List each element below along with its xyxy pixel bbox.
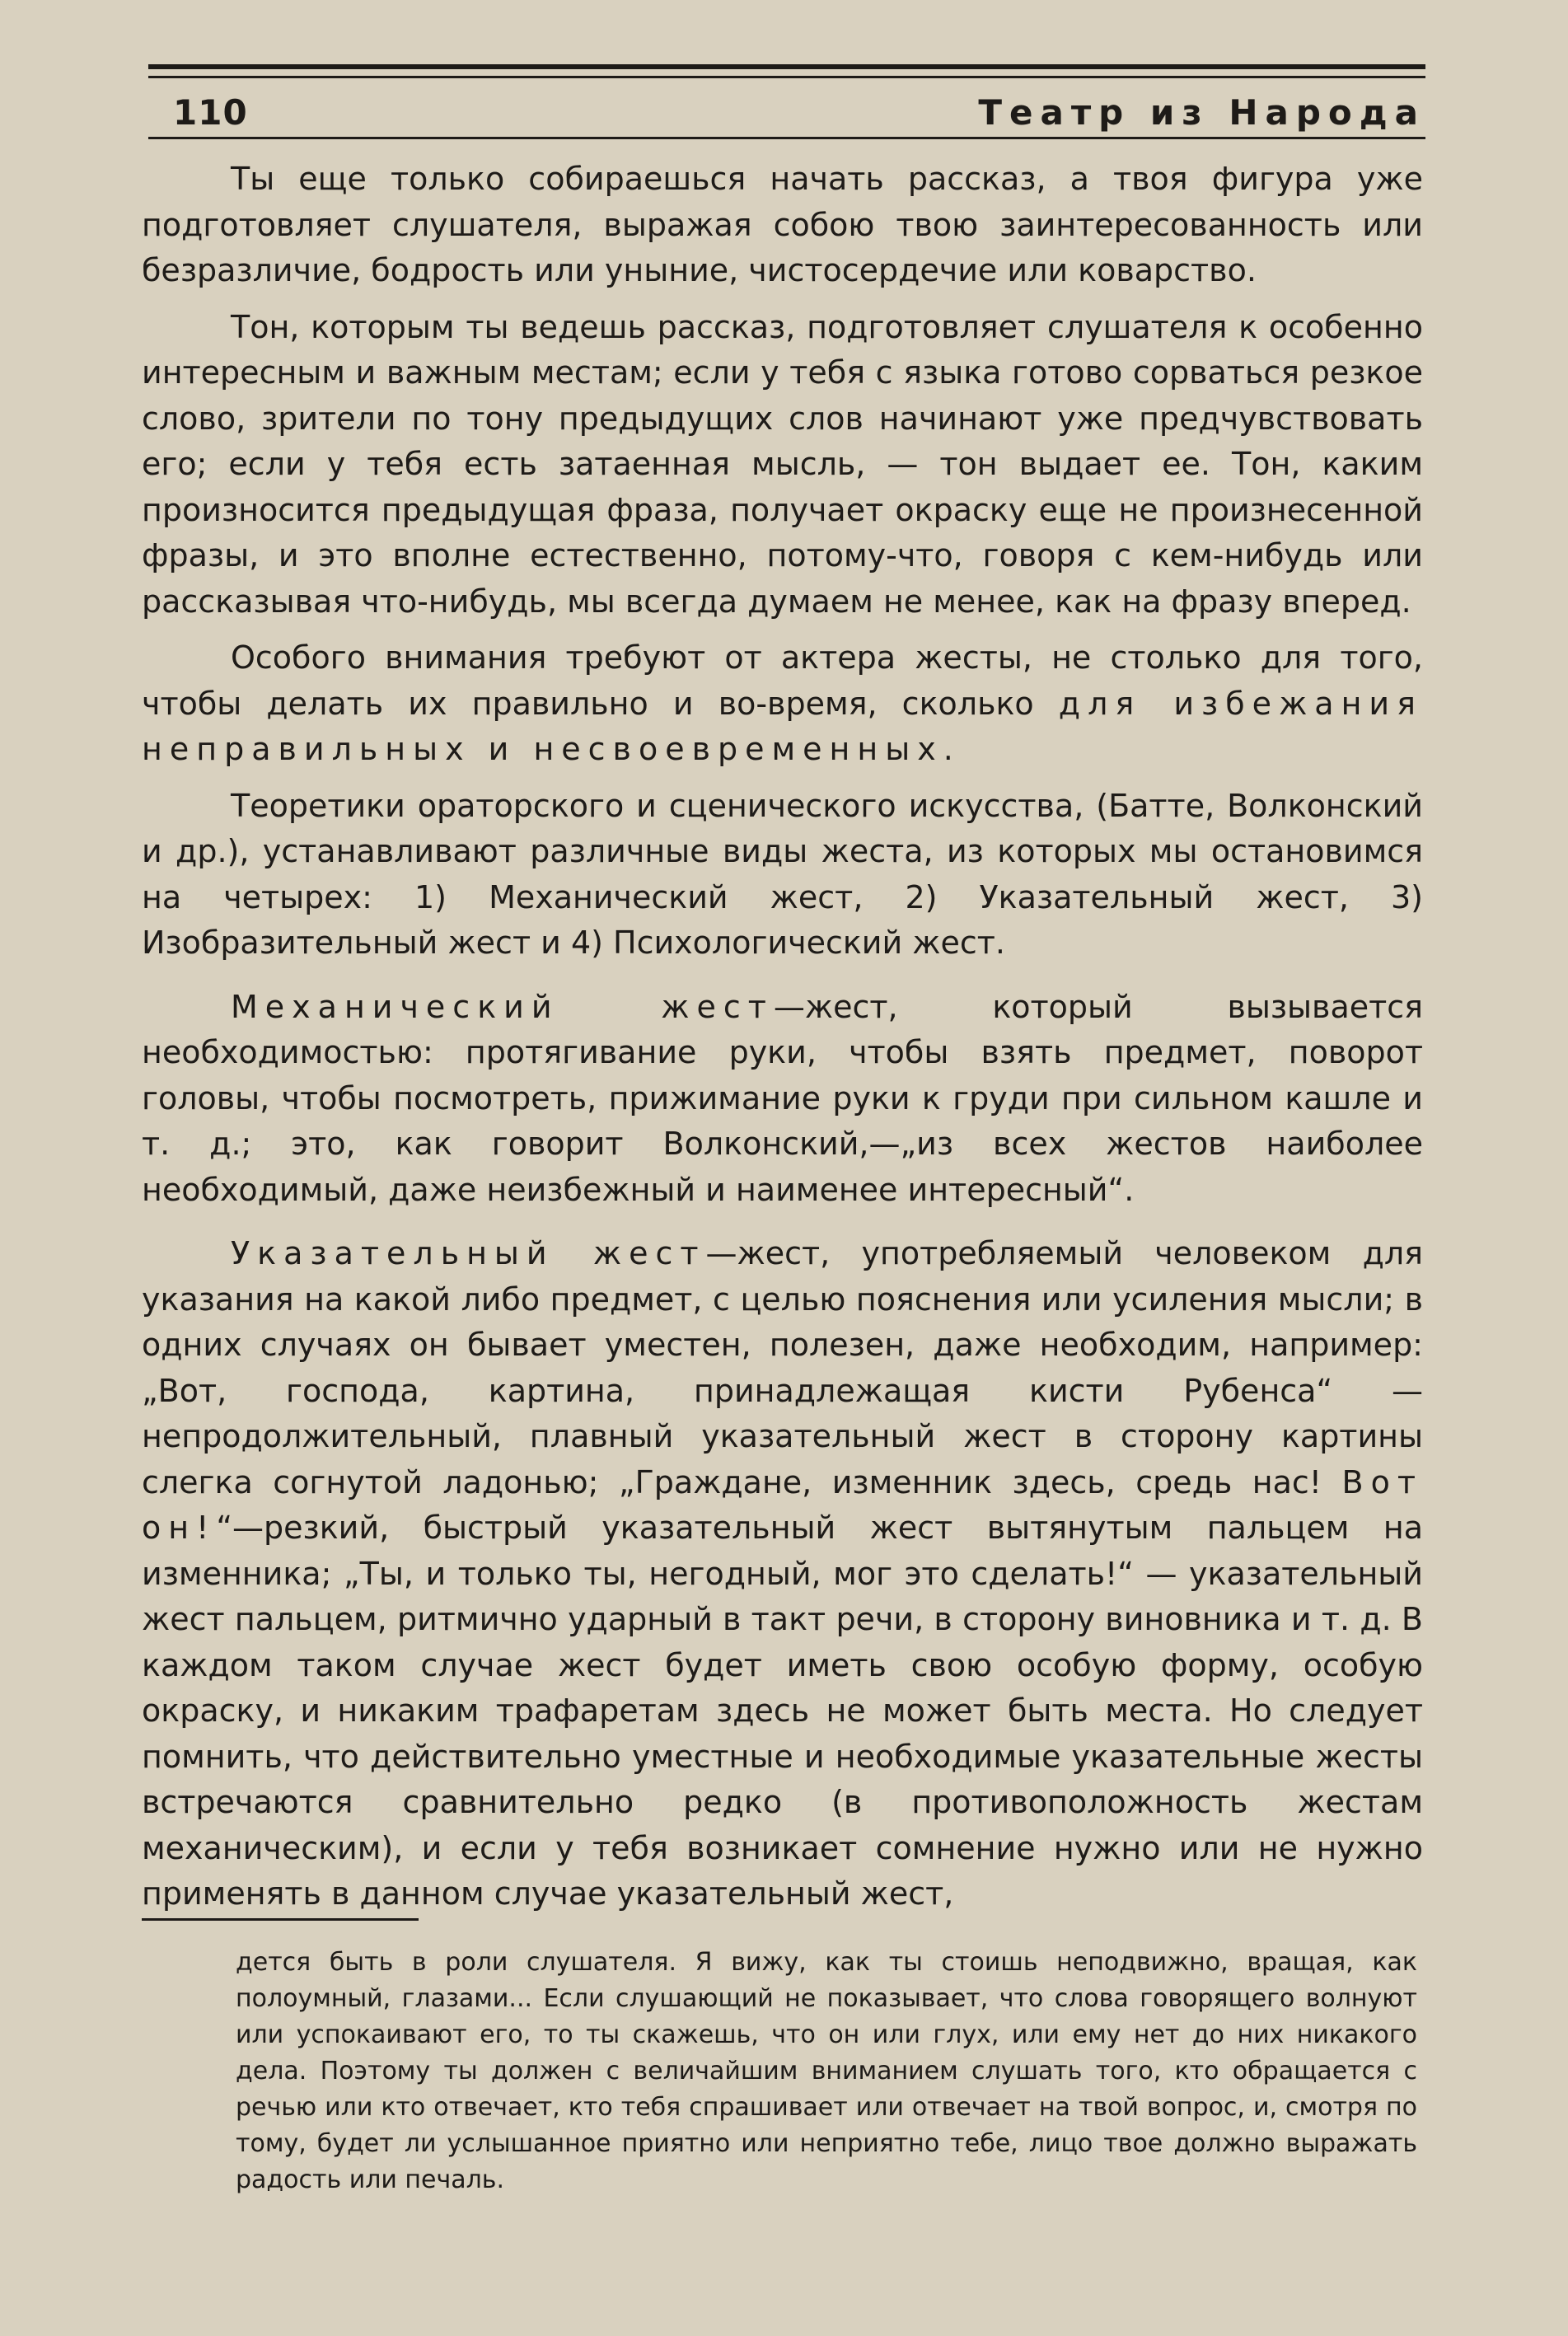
header-rule-bottom xyxy=(148,137,1425,139)
paragraph-text: Теоретики ораторского и сценического искусства, (Батте, Волконский и др.), устанавливают различные виды жеста, из которых мы остановимся на четырех: 1) Механический жест, 2) Указательный жест, 3) Изобразительный жест и 4) Психологический жест. xyxy=(142,787,1423,961)
paragraph-text: Ты еще только собираешься начать рассказ, а твоя фигура уже подготовляет слушателя, выражая собою твою заинтересованность или безразличие, бодрость или уныние, чистосердечие или коварство. xyxy=(142,161,1423,288)
running-head xyxy=(148,64,1425,138)
footnote xyxy=(236,1945,1417,2198)
paragraph-mechanical-gesture xyxy=(142,985,1423,1214)
paragraph-tone xyxy=(142,305,1423,625)
paragraph-text: Особого внимания требуют от актера жесты, не столько для того, чтобы делать их правильно и во-время, сколько xyxy=(142,639,1423,722)
paragraph-text: —жест, который вызывается необходимостью: протягивание руки, чтобы взять предмет, поворот головы, чтобы посмотреть, прижимание руки к груди при сильном кашле и т. д.; это, как говорит Волконский,—„из всех жестов наиболее необходимый, даже неизбежный и наименее интересный“. xyxy=(142,988,1423,1208)
header-rule-thin xyxy=(148,76,1425,78)
paragraph-gesture-types xyxy=(142,784,1423,967)
page-number: 110 xyxy=(173,92,248,133)
paragraph-text: . xyxy=(943,731,953,767)
paragraph-figure xyxy=(142,157,1423,294)
journal-title: Театр из Народа xyxy=(978,92,1425,133)
paragraph-text: “—резкий, быстрый указательный жест вытянутым пальцем на изменника; „Ты, и только ты, негодный, мог это сделать!“ — указательный жест пальцем, ритмично ударный в такт речи, в сторону виновника и т. д. В каждом таком случае жест будет иметь свою особую форму, особую окраску, и никаким трафаретам здесь не может быть места. Но следует помнить, что действительно уместные и необходимые указательные жесты встречаются сравнительно редко (в противоположность жестам механическим), и если у тебя возникает сомнение нужно или не нужно применять в данном случае указательный жест, xyxy=(142,1510,1423,1912)
spaced-emphasis: для избежания неправильных и несвоевременных xyxy=(142,685,1423,767)
spaced-emphasis: Вот он! xyxy=(142,1463,1423,1546)
paragraph-gestures-attention xyxy=(142,635,1423,773)
paragraph-text: —жест, употребляемый человеком для указания на какой либо предмет, с целью пояснения или усиления мысли; в одних случаях он бывает уместен, полезен, даже необходим, например: „Вот, господа, картина, принадлежащая кисти Рубенса“ — непродолжительный, плавный указательный жест в сторону картины слегка согнутой ладонью; „Граждане, изменник здесь, средь нас! xyxy=(142,1235,1423,1500)
footnote-text: дется быть в роли слушателя. Я вижу, как ты стоишь неподвижно, вращая, как полоумный, глазами... Если слушающий не показывает, что слова говорящего волнуют или успокаивают его, то ты скажешь, что он или глух, или ему нет до них никакого дела. Поэтому ты должен с величайшим вниманием слушать того, кто обращается с речью или кто отвечает, кто тебя спрашивает или отвечает на твой вопрос, и, смотря по тому, будет ли услышанное приятно или неприятно тебе, лицо твое должно выражать радость или печаль. xyxy=(236,1948,1417,2194)
paragraph-indicative-gesture xyxy=(142,1231,1423,1917)
footnote-rule xyxy=(142,1918,419,1921)
header-rule-thick xyxy=(148,64,1425,69)
paragraph-text: Тон, которым ты ведешь рассказ, подготовляет слушателя к особенно интересным и важным местам; если у тебя с языка готово сорваться резкое слово, зрители по тону предыдущих слов начинают уже предчувствовать его; если у тебя есть затаенная мысль, — тон выдает ее. Тон, каким произносится предыдущая фраза, получает окраску еще не произнесенной фразы, и это вполне естественно, потому-что, говоря с кем-нибудь или рассказывая что-нибудь, мы всегда думаем не менее, как на фразу вперед. xyxy=(142,308,1423,620)
main-text xyxy=(142,157,1423,1928)
term-mechanical-gesture: Механический жест xyxy=(231,988,774,1025)
term-indicative-gesture: Указательный жест xyxy=(231,1235,706,1271)
